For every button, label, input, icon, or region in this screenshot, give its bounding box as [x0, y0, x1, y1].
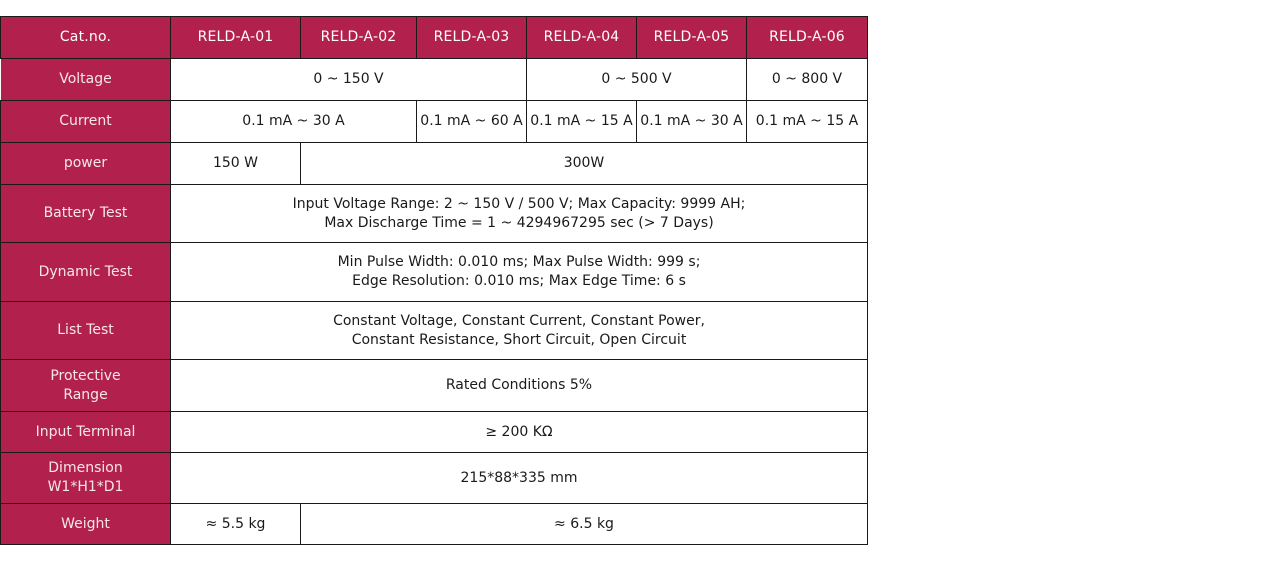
list-test-line-2: Constant Resistance, Short Circuit, Open Circuit [351, 331, 687, 348]
header-model-1: RELD-A-01 [171, 17, 301, 59]
protective-range-value: Rated Conditions 5% [171, 360, 868, 412]
list-test-line-1: Constant Voltage, Constant Current, Constant Power, [333, 312, 705, 329]
list-test-value [171, 302, 868, 360]
header-model-2: RELD-A-02 [301, 17, 417, 59]
dimension-value: 215*88*335 mm [171, 453, 868, 504]
dynamic-test-value [171, 243, 868, 302]
dynamic-test-line-1: Min Pulse Width: 0.010 ms; Max Pulse Width: 999 s; [337, 254, 701, 270]
current-value-5: 0.1 mA ~ 15 A [747, 101, 868, 143]
weight-value-1: ≈ 5.5 kg [171, 504, 301, 545]
protective-range-row [1, 360, 868, 412]
protective-range-label-line-1: Protective [50, 367, 121, 384]
header-model-3: RELD-A-03 [417, 17, 527, 59]
dynamic-test-row [1, 243, 868, 302]
header-model-5: RELD-A-05 [637, 17, 747, 59]
protective-range-label [1, 360, 171, 412]
battery-test-line-1: Input Voltage Range: 2 ~ 150 V / 500 V; Max Capacity: 9999 AH; [292, 195, 746, 212]
header-row [1, 17, 868, 59]
power-value-1: 150 W [171, 143, 301, 185]
power-row [1, 143, 868, 185]
power-value-2: 300W [301, 143, 868, 185]
header-model-4: RELD-A-04 [527, 17, 637, 59]
voltage-value-1: 0 ~ 150 V [171, 59, 527, 101]
dimension-row [1, 453, 868, 504]
weight-label: Weight [1, 504, 171, 545]
battery-test-row [1, 185, 868, 243]
power-label: power [1, 143, 171, 185]
spec-table [0, 16, 868, 545]
protective-range-label-line-2: Range [63, 386, 108, 403]
weight-value-2: ≈ 6.5 kg [301, 504, 868, 545]
header-cat-label: Cat.no. [1, 17, 171, 59]
current-value-3: 0.1 mA ~ 15 A [527, 101, 637, 143]
current-value-1: 0.1 mA ~ 30 A [171, 101, 417, 143]
current-row [1, 101, 868, 143]
list-test-row [1, 302, 868, 360]
voltage-value-2: 0 ~ 500 V [527, 59, 747, 101]
battery-test-label: Battery Test [1, 185, 171, 243]
dimension-label-line-2: W1*H1*D1 [47, 479, 124, 495]
header-model-6: RELD-A-06 [747, 17, 868, 59]
list-test-label: List Test [1, 302, 171, 360]
input-terminal-label: Input Terminal [1, 412, 171, 453]
voltage-label: Voltage [1, 59, 171, 101]
voltage-value-3: 0 ~ 800 V [747, 59, 868, 101]
current-label: Current [1, 101, 171, 143]
dynamic-test-label: Dynamic Test [1, 243, 171, 302]
current-value-4: 0.1 mA ~ 30 A [637, 101, 747, 143]
dynamic-test-line-2: Edge Resolution: 0.010 ms; Max Edge Time: 6 s [352, 273, 686, 289]
input-terminal-row [1, 412, 868, 453]
battery-test-line-2: Max Discharge Time = 1 ~ 4294967295 sec (> 7 Days) [324, 214, 714, 231]
input-terminal-value: ≥ 200 KΩ [171, 412, 868, 453]
current-value-2: 0.1 mA ~ 60 A [417, 101, 527, 143]
weight-row [1, 504, 868, 545]
voltage-row [1, 59, 868, 101]
dimension-label-line-1: Dimension [48, 460, 123, 476]
battery-test-value [171, 185, 868, 243]
spec-table-container [0, 16, 868, 545]
dimension-label [1, 453, 171, 504]
